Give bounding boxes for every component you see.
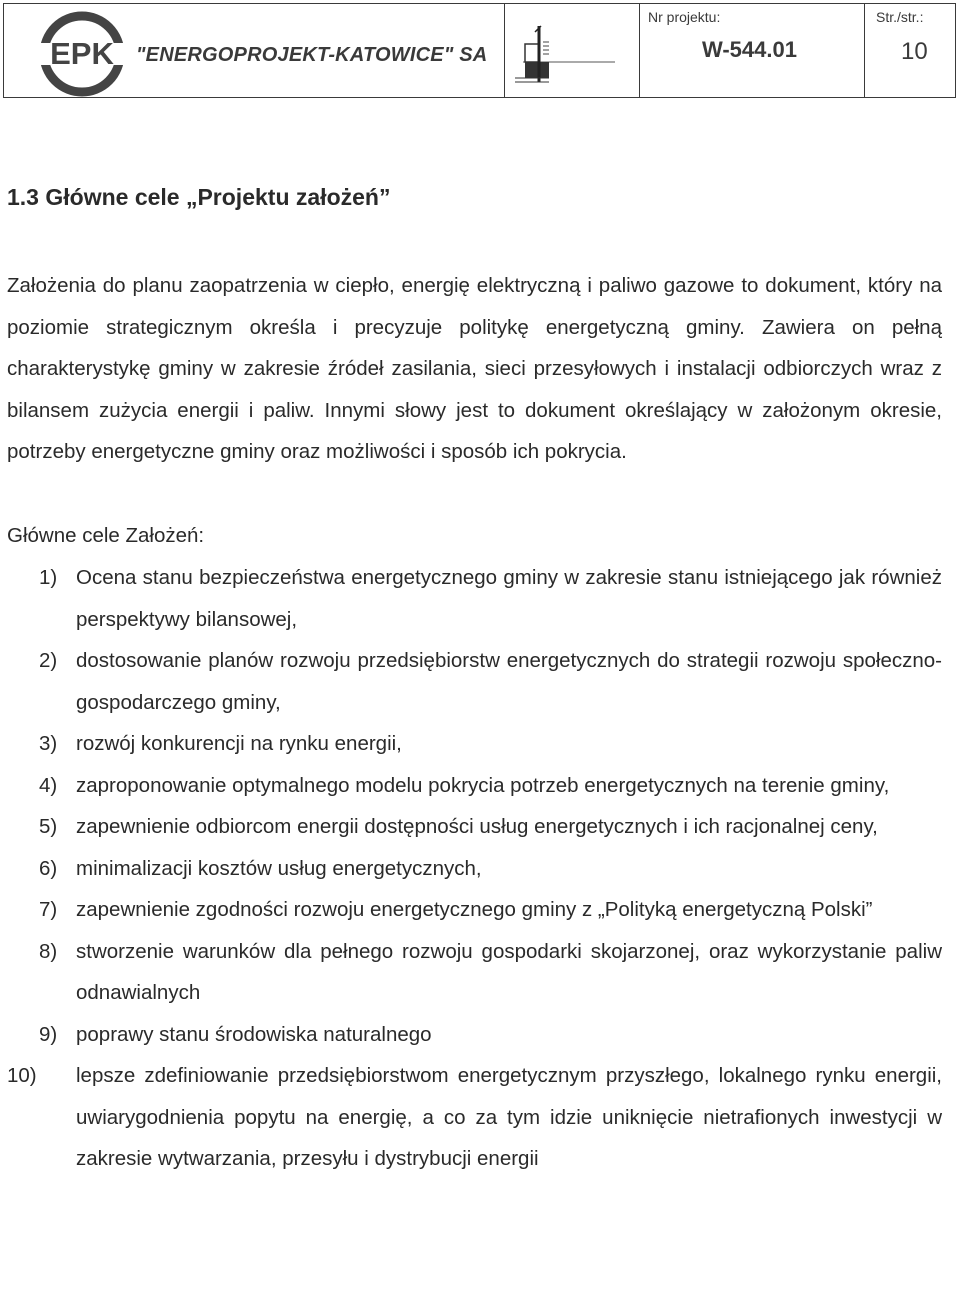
list-item-text: zapewnienie odbiorcom energii dostępności usług energetycznych i ich racjonalnej ceny, — [76, 815, 878, 838]
document-header — [3, 3, 956, 98]
list-item-number: 2) — [39, 649, 58, 672]
list-item — [7, 765, 942, 807]
intro-paragraph: Założenia do planu zaopatrzenia w ciepło, energię elektryczną i paliwo gazowe to dokument, który na poziomie strategicznym określa i precyzuje politykę energetyczną gminy. Zawiera on pełną charakterystykę gminy w zakresie źródeł zasilania, sieci przesyłowych i instalacji odbiorczych wraz z bilansem zużycia energii i paliw. Innymi słowy jest to dokument określający w założonym okresie, potrzeby energetyczne gminy oraz możliwości i sposób ich pokrycia. — [7, 274, 942, 463]
project-label: Nr projektu: — [648, 9, 721, 25]
epk-logo — [38, 10, 126, 98]
page-cell — [864, 4, 957, 97]
list-item-number: 6) — [39, 856, 58, 880]
list-item-number: 7) — [39, 898, 58, 921]
company-name: "ENERGOPROJEKT-KATOWICE" SA — [136, 44, 488, 66]
list-item-number: 8) — [39, 939, 58, 963]
list-item-number: 1) — [39, 566, 58, 589]
list-item — [7, 640, 942, 723]
goals-list — [7, 557, 942, 1180]
emblem-cell — [504, 4, 639, 97]
list-item — [7, 1055, 942, 1180]
list-item — [7, 557, 942, 640]
list-item-text: rozwój konkurencji na rynku energii, — [76, 732, 402, 755]
list-item-number: 5) — [39, 815, 58, 838]
list-item — [7, 806, 942, 848]
list-item-number: 3) — [39, 732, 58, 755]
list-item-text: minimalizacji kosztów usług energetycznych, — [76, 856, 482, 880]
page-number: 10 — [901, 38, 928, 65]
goals-heading: Główne cele Założeń: — [7, 524, 205, 547]
list-item-text: poprawy stanu środowiska naturalnego — [76, 1022, 432, 1046]
list-item-text: zapewnienie zgodności rozwoju energetycznego gminy z „Polityką energetyczną Polski” — [76, 898, 873, 921]
section-title: 1.3 Główne cele „Projektu założeń” — [7, 184, 391, 210]
list-item-text: zaproponowanie optymalnego modelu pokrycia potrzeb energetycznych na terenie gminy, — [76, 773, 890, 797]
list-item-number: 10) — [7, 1064, 37, 1087]
page-label: Str./str.: — [876, 9, 924, 25]
list-item-text: dostosowanie planów rozwoju przedsiębiorstw energetycznych do strategii rozwoju społeczno-gospodarczego gminy, — [76, 649, 942, 714]
list-item-number: 9) — [39, 1022, 58, 1046]
list-item — [7, 931, 942, 1014]
project-cell — [639, 4, 864, 97]
list-item — [7, 889, 942, 931]
list-item-text: stworzenie warunków dla pełnego rozwoju gospodarki skojarzonej, oraz wykorzystanie paliw odnawialnych — [76, 939, 942, 1004]
company-cell — [4, 4, 504, 97]
list-item — [7, 723, 942, 765]
project-number: W-544.01 — [702, 37, 797, 62]
list-item-text: lepsze zdefiniowanie przedsiębiorstwom energetycznym przyszłego, lokalnego rynku energii, uwiarygodnienia popytu na energię, a co za tym idzie uniknięcie nietrafionych inwestycji w zakresie wytwarzania, przesyłu i dystrybucji energii — [76, 1064, 942, 1170]
tower-emblem-icon — [505, 22, 640, 88]
list-item — [7, 1014, 942, 1056]
list-item — [7, 848, 942, 890]
list-item-number: 4) — [39, 773, 58, 797]
list-item-text: Ocena stanu bezpieczeństwa energetycznego gminy w zakresie stanu istniejącego jak również perspektywy bilansowej, — [76, 566, 942, 631]
logo-text: EPK — [50, 36, 114, 71]
